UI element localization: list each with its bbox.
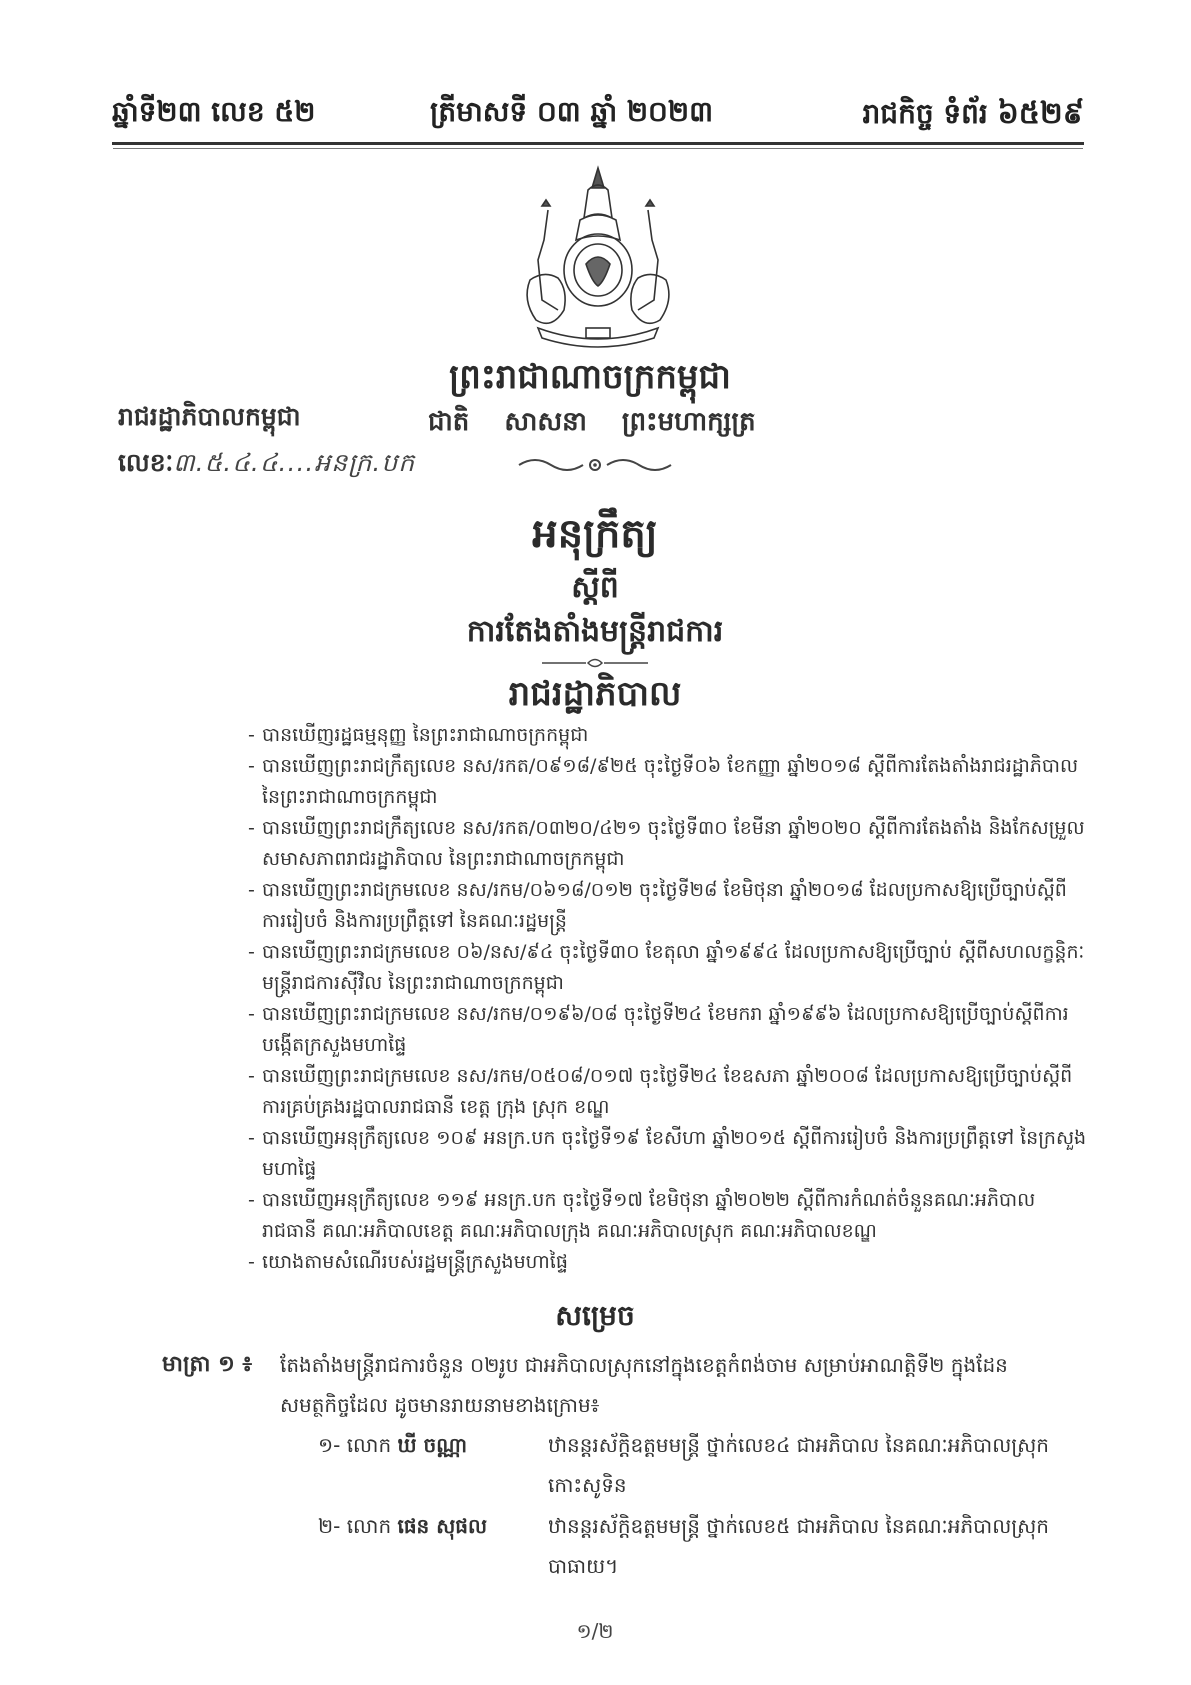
appointee-detail-line-1: ឋានន្តរស័ក្តិឧត្តមមន្ត្រី ថ្នាក់លេខ៥ ជាអភិបាល នៃគណៈអភិបាលស្រុក [548, 1514, 1049, 1538]
document-type: អនុក្រឹត្យ [532, 511, 658, 557]
motto-king: ព្រះមហាក្សត្រ [621, 407, 756, 437]
document-about: ស្តីពី [571, 570, 619, 605]
reference-label: លេខៈ [118, 448, 174, 477]
article-text-line-2: សមត្ថកិច្ចដែល ដូចមានរាយនាមខាងក្រោម៖ [280, 1393, 600, 1417]
issuer-name: រាជរដ្ឋាភិបាលកម្ពុជា [118, 402, 301, 431]
appointee-number: ១- លោក [318, 1433, 392, 1457]
appointee-name: ឃី ចណ្ណា [397, 1433, 467, 1457]
article-1 [162, 1345, 1087, 1425]
motto-ornament-icon [515, 455, 675, 475]
appointee-item [318, 1425, 1088, 1505]
decision-heading: សម្រេច [555, 1299, 635, 1332]
royal-emblem-icon [508, 160, 688, 350]
gazette-section: រាជកិច្ច ទំព័រ [862, 97, 988, 130]
issuing-body: រាជរដ្ឋាភិបាល [508, 674, 682, 714]
gazette-page-number: ៦៥២៩ [997, 96, 1084, 131]
article-label: មាត្រា ១ ៖ [162, 1352, 253, 1377]
appointee-name-block [318, 1425, 548, 1465]
appointee-detail-line-1: ឋានន្តរស័ក្តិឧត្តមមន្ត្រី ថ្នាក់លេខ៤ ជាអភិបាល នៃគណៈអភិបាលស្រុក [548, 1433, 1049, 1457]
consideration-item: - បានឃើញព្រះរាជក្រមលេខ នស/រកម/០៥០៨/០១៧ ចុះថ្ងៃទី២៤ ខែឧសភា ឆ្នាំ២០០៨ ដែលប្រកាសឱ្យប្រើច្បាប់ស្តីពីការគ្រប់គ្រងរដ្ឋបាលរាជធានី ខេត្ត ក្រុង ស្រុក ខណ្ឌ [248, 1061, 1088, 1123]
gazette-section-page [863, 94, 1084, 138]
appointee-number: ២- លោក [318, 1514, 392, 1538]
header-rule [112, 142, 1084, 145]
consideration-item: - បានឃើញព្រះរាជក្រឹត្យលេខ នស/រកត/០៣២០/៤២១ ចុះថ្ងៃទី៣០ ខែមីនា ឆ្នាំ២០២០ ស្តីពីការតែងតាំង និងកែសម្រួលសមាសភាពរាជរដ្ឋាភិបាល នៃព្រះរាជាណាចក្រកម្ពុជា [248, 813, 1088, 875]
consideration-item: - បានឃើញអនុក្រឹត្យលេខ ១០៩ អនក្រ.បក ចុះថ្ងៃទី១៩ ខែសីហា ឆ្នាំ២០១៥ ស្តីពីការរៀបចំ និងការប្រព្រឹត្តទៅ នៃក្រសួងមហាផ្ទៃ [248, 1123, 1088, 1185]
gazette-year-issue: ឆ្នាំទី២៣ លេខ ៥២ [112, 95, 316, 128]
consideration-item: - បានឃើញព្រះរាជក្រមលេខ ០៦/នស/៩៤ ចុះថ្ងៃទី៣០ ខែតុលា ឆ្នាំ១៩៩៤ ដែលប្រកាសឱ្យប្រើច្បាប់ ស្តីពីសហលក្ខន្តិកៈមន្ត្រីរាជការស៊ីវិល នៃព្រះរាជាណាចក្រកម្ពុជា [248, 937, 1088, 999]
considerations-list [248, 720, 1088, 1278]
reference-value: ៣.៥.៤.៤....អនក្រ.បក [173, 448, 416, 477]
consideration-item: - បានឃើញព្រះរាជក្រឹត្យលេខ នស/រកត/០៩១៨/៩២៥ ចុះថ្ងៃទី០៦ ខែកញ្ញា ឆ្នាំ២០១៨ ស្តីពីការតែងតាំងរាជរដ្ឋាភិបាល នៃព្រះរាជាណាចក្រកម្ពុជា [248, 751, 1088, 813]
appointee-detail-line-2: បាធាយ។ [548, 1554, 619, 1578]
reference-number [118, 448, 415, 484]
consideration-item: - បានឃើញព្រះរាជក្រមលេខ នស/រកម/០៦១៨/០១២ ចុះថ្ងៃទី២៨ ខែមិថុនា ឆ្នាំ២០១៨ ដែលប្រកាសឱ្យប្រើច្បាប់ស្តីពីការរៀបចំ និងការប្រព្រឹត្តទៅ នៃគណៈរដ្ឋមន្ត្រី [248, 875, 1088, 937]
gazette-date: ត្រីមាសទី ០៣ ឆ្នាំ ២០២៣ [430, 95, 713, 128]
appointee-detail-line-2: កោះសូទិន [548, 1473, 627, 1497]
page-number: ១/២ [576, 1619, 614, 1643]
gazette-header [112, 88, 1084, 138]
kingdom-title: ព្រះរាជាណាចក្រកម្ពុជា [449, 357, 731, 397]
motto-nation: ជាតិ [428, 407, 470, 437]
article-text-line-1: តែងតាំងមន្ត្រីរាជការចំនួន ០២រូប ជាអភិបាលស្រុកនៅក្នុងខេត្តកំពង់ចាម សម្រាប់អាណត្តិទី២ ក្នុងដែន [280, 1353, 1008, 1377]
document-subject: ការតែងតាំងមន្ត្រីរាជការ [466, 614, 724, 649]
consideration-item: - យោងតាមសំណើរបស់រដ្ឋមន្ត្រីក្រសួងមហាផ្ទៃ [248, 1247, 1088, 1278]
consideration-item: - បានឃើញអនុក្រឹត្យលេខ ១១៩ អនក្រ.បក ចុះថ្ងៃទី១៧ ខែមិថុនា ឆ្នាំ២០២២ ស្តីពីការកំណត់ចំនួនគណៈអភិបាលរាជធានី គណៈអភិបាលខេត្ត គណៈអភិបាលក្រុង គណៈអភិបាលស្រុក គណៈអភិបាលខណ្ឌ [248, 1185, 1088, 1247]
consideration-item: - បានឃើញព្រះរាជក្រមលេខ នស/រកម/០១៩៦/០៨ ចុះថ្ងៃទី២៤ ខែមករា ឆ្នាំ១៩៩៦ ដែលប្រកាសឱ្យប្រើច្បាប់ស្តីពីការបង្កើតក្រសួងមហាផ្ទៃ [248, 999, 1088, 1061]
subject-ornament-icon [540, 656, 650, 670]
appointee-name: ផេន សុផល [397, 1514, 487, 1538]
consideration-item: - បានឃើញរដ្ឋធម្មនុញ្ញ នៃព្រះរាជាណាចក្រកម្ពុជា [248, 720, 1088, 751]
appointee-name-block [318, 1506, 548, 1546]
appointee-item [318, 1506, 1088, 1586]
national-motto [428, 405, 778, 443]
motto-religion: សាសនា [504, 407, 587, 437]
